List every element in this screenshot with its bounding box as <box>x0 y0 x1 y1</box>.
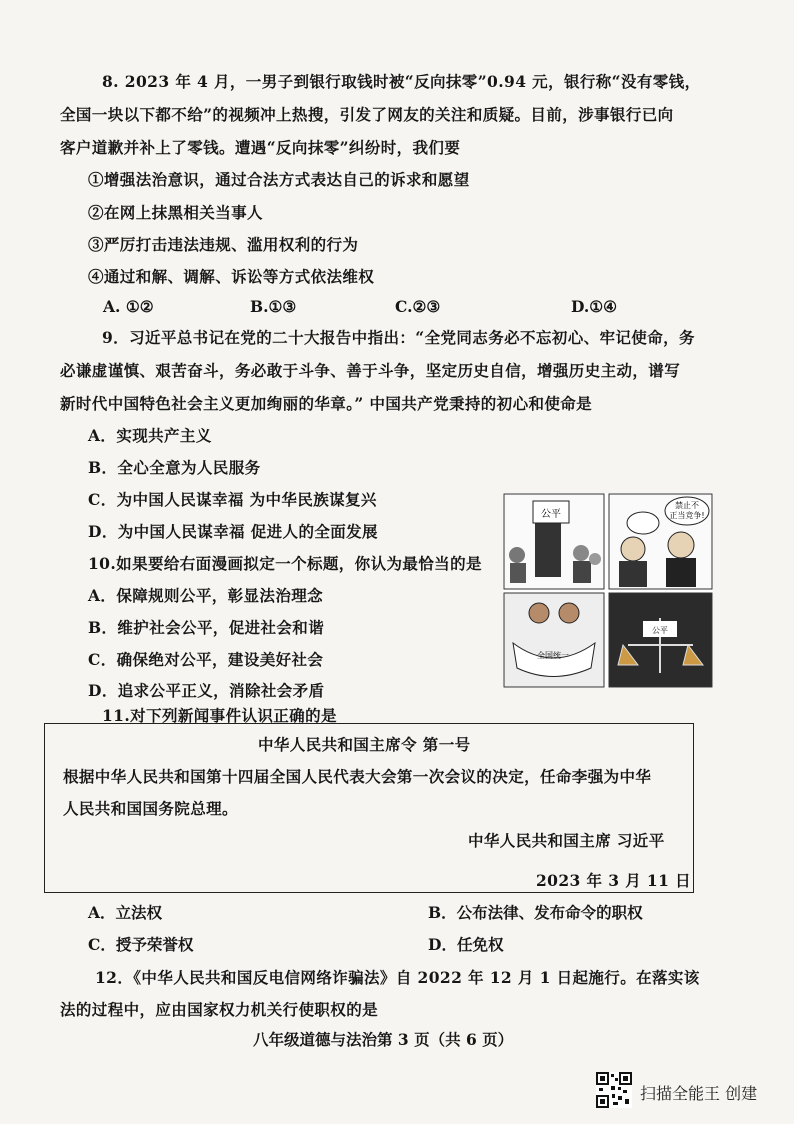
q10-option-b: B．维护社会公平，促进社会和谐 <box>88 618 325 637</box>
q9-option-a: A．实现共产主义 <box>88 426 212 445</box>
decree-title: 中华人民共和国主席令 第一号 <box>258 735 471 754</box>
watermark-text: 扫描全能王 创建 <box>640 1084 758 1103</box>
q11-stem: 11.对下列新闻事件认识正确的是 <box>102 706 337 725</box>
decree-line-1: 根据中华人民共和国第十四届全国人民代表大会第一次会议的决定，任命李强为中华 <box>63 767 652 786</box>
q8-option-b: B.①③ <box>250 297 297 316</box>
q8-item-4: ④通过和解、调解、诉讼等方式依法维权 <box>88 267 375 286</box>
q9-option-b: B．全心全意为人民服务 <box>88 458 261 477</box>
decree-signature: 中华人民共和国主席 习近平 <box>468 831 665 850</box>
cartoon-p1-sign: 公平 <box>541 509 561 520</box>
q8-option-a: A. ①② <box>103 297 154 316</box>
q9-line-2: 必谦虚谨慎、艰苦奋斗，务必敢于斗争、善于斗争，坚定历史自信，增强历史主动，谱写 <box>60 361 681 380</box>
q9-line-3: 新时代中国特色社会主义更加绚丽的华章。” 中国共产党秉持的初心和使命是 <box>60 394 593 413</box>
q10-option-c: C．确保绝对公平，建设美好社会 <box>88 650 324 669</box>
q8-option-c: C.②③ <box>395 297 441 316</box>
q11-option-d: D．任免权 <box>428 935 504 954</box>
q9-option-c: C．为中国人民谋幸福 为中华民族谋复兴 <box>88 490 377 509</box>
cartoon-p4-sign: 公平 <box>652 626 668 635</box>
q10-option-a: A．保障规则公平，彰显法治理念 <box>88 586 324 605</box>
q11-option-c: C．授予荣誉权 <box>88 935 194 954</box>
q8-item-3: ③严厉打击违法违规、滥用权利的行为 <box>88 235 359 254</box>
q8-item-2: ②在网上抹黑相关当事人 <box>88 203 263 222</box>
q8-option-d: D.①④ <box>571 297 618 316</box>
q11-option-b: B．公布法律、发布命令的职权 <box>428 903 643 922</box>
q8-line-1: 8. 2023 年 4 月，一男子到银行取钱时被“反向抹零”0.94 元，银行称“没有零钱， <box>102 72 701 91</box>
cartoon-p3-sign: 全国统一 <box>537 651 569 660</box>
q12-line-1: 12．《中华人民共和国反电信网络诈骗法》自 2022 年 12 月 1 日起施行。在落实该 <box>95 968 700 987</box>
cartoon-p2-bubble2: 正当竞争! <box>669 511 705 520</box>
cartoon-image <box>503 493 713 688</box>
q11-option-a: A．立法权 <box>88 903 163 922</box>
cartoon-p2-bubble1: 禁止不 <box>675 501 699 510</box>
q9-option-d: D．为中国人民谋幸福 促进人的全面发展 <box>88 522 378 541</box>
q12-line-2: 法的过程中，应由国家权力机关行使职权的是 <box>60 1000 379 1019</box>
q8-line-3: 客户道歉并补上了零钱。遭遇“反向抹零”纠纷时，我们要 <box>60 138 461 157</box>
q9-line-1: 9．习近平总书记在党的二十大报告中指出：“全党同志务必不忘初心、牢记使命，务 <box>102 328 695 347</box>
decree-date: 2023 年 3 月 11 日 <box>536 871 691 890</box>
q10-stem: 10.如果要给右面漫画拟定一个标题，你认为最恰当的是 <box>88 554 482 573</box>
q10-option-d: D．追求公平正义，消除社会矛盾 <box>88 681 325 700</box>
decree-line-2: 人民共和国国务院总理。 <box>63 799 238 818</box>
q8-item-1: ①增强法治意识，通过合法方式表达自己的诉求和愿望 <box>88 170 470 189</box>
q8-line-2: 全国一块以下都不给”的视频冲上热搜，引发了网友的关注和质疑。目前，涉事银行已向 <box>60 105 674 124</box>
qr-code-icon <box>596 1072 632 1108</box>
page-footer: 八年级道德与法治第 3 页（共 6 页） <box>253 1030 514 1049</box>
